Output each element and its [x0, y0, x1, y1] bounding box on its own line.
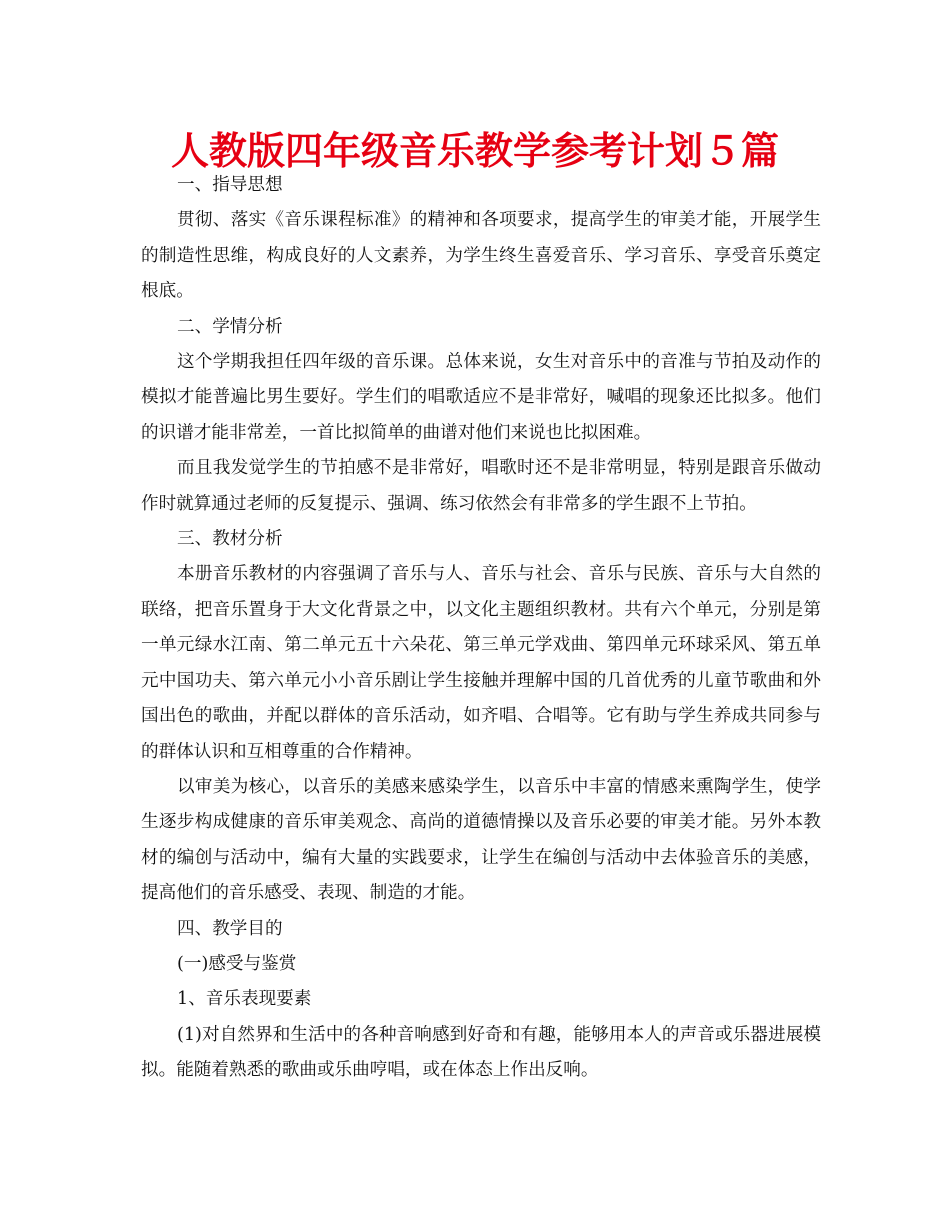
subheading-music-elements: 1、音乐表现要素: [177, 989, 312, 1010]
paragraph: 本册音乐教材的内容强调了音乐与人、音乐与社会、音乐与民族、音乐与大自然的联络，把音乐置身于大文化背景之中，以文化主题组织教材。共有六个单元，分别是第一单元绿水江南、第二单元五十六朵花、第三单元学戏曲、第四单元环球采风、第五单元中国功夫、第六单元小小音乐剧让学生接触并理解中国的几首优秀的儿童节歌曲和外国出色的歌曲，并配以群体的音乐活动，如齐唱、合唱等。它有助与学生养成共同参与的群体认识和互相尊重的合作精神。: [141, 564, 821, 762]
heading-teaching-goals: 四、教学目的: [177, 918, 283, 939]
paragraph: 以审美为核心，以音乐的美感来感染学生，以音乐中丰富的情感来熏陶学生，使学生逐步构成健康的音乐审美观念、高尚的道德情操以及音乐必要的审美才能。另外本教材的编创与活动中，编有大量的实践要求，让学生在编创与活动中去体验音乐的美感，提高他们的音乐感受、表现、制造的才能。: [141, 776, 821, 904]
paragraph: 而且我发觉学生的节拍感不是非常好，唱歌时还不是非常明显，特别是跟音乐做动作时就算通过老师的反复提示、强调、练习依然会有非常多的学生跟不上节拍。: [141, 458, 821, 514]
heading-student-analysis: 二、学情分析: [177, 316, 283, 337]
subheading-appreciation: (一)感受与鉴赏: [177, 953, 297, 974]
heading-textbook-analysis: 三、教材分析: [177, 529, 283, 550]
paragraph: 贯彻、落实《音乐课程标准》的精神和各项要求，提高学生的审美才能，开展学生的制造性思维，构成良好的人文素养，为学生终生喜爱音乐、学习音乐、享受音乐奠定根底。: [141, 210, 821, 302]
paragraph: 这个学期我担任四年级的音乐课。总体来说，女生对音乐中的音准与节拍及动作的模拟才能普遍比男生要好。学生们的唱歌适应不是非常好，喊唱的现象还比拟多。他们的识谱才能非常差，一首比拟简单的曲谱对他们来说也比拟困难。: [141, 352, 821, 443]
document-body: [141, 168, 821, 1089]
document-title: 人教版四年级音乐教学参考计划５篇: [170, 129, 779, 173]
paragraph: (1)对自然界和生活中的各种音响感到好奇和有趣，能够用本人的声音或乐器进展模拟。能随着熟悉的歌曲或乐曲哼唱，或在体态上作出反响。: [141, 1024, 821, 1081]
heading-guiding-ideology: 一、指导思想: [177, 175, 283, 195]
